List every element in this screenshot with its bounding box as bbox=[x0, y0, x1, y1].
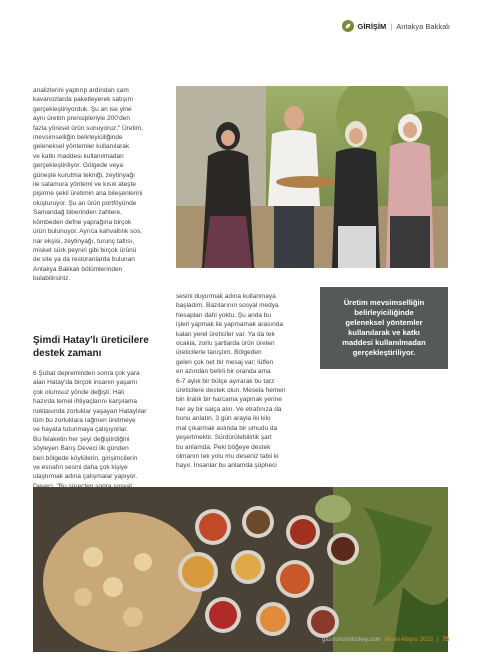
paragraph-earthquake: 6 Şubat depreminden sonra çok yara alan Hatay'da birçok insanın yaşamı çok olumsuz yönde değişti. Hali hazırda temel ihtiyaçlarını karşılama noktasında zorluklar yaşayan Hataylılar tüm bu zorluklara rağmen üretmeye ve hayata tutunmaya çalışıyorlar. Bu felaketin her şeyi değiştirdiğini söyleyen Barış Deveci ilk günden beri bölgede köylülerin, girişimcilerin ve esnafın sesini daha çok kişiye ulaştırmak adına çalışmalar yapıyor. bbox=[33, 370, 147, 481]
article-column-1-bottom bbox=[33, 335, 168, 501]
section-subheading: Şimdi Hatay'lı üreticilere destek zamanı bbox=[33, 335, 149, 359]
paragraph-continuation: sesini duyurmak adına kullanmaya başladım. Bazılarının sosyal medya hesapları dahi yoktu. Şu anda bu işleri yapmak ile yapmamak arasında kalan yerel üreticiler var. Ya da tek ocakla, zorlu şartlarda ürün üreten üreticilerle tanıştım. Bölgeden gelen çok net bir mesaj var; lütfen en azından belirli bir oranda ama 6-7 aylık bir bütçe ayırarak bu tarz üreticilere destek olun. Mesela hemen bin liralık bir harcama yapmak yerine her ay bir salça alın. Ve etrafınıza da bunu anlatın. 3 gün arayla iki kilo mal çıkarmak aslında bir umudu da yeşertmektir. Sürdürülebilirlik şart bu anlamda. Peki böğeye destek olmanın tek yolu mu deseniz tabii ki hayır. İnsanlar bu anlamda şüpheci bbox=[176, 293, 286, 470]
photo-food-spread bbox=[33, 487, 448, 652]
header-separator: | bbox=[390, 21, 393, 31]
footer-site: gastronomiturkey.com bbox=[322, 637, 381, 643]
page-footer bbox=[322, 637, 449, 643]
leaf-badge-icon bbox=[342, 20, 354, 32]
paragraph-intro: analizlerini yaptırıp ardından cam kavanozlarda paketleyerek satışını gerçekleştiriyorduk. Şu an ise yine aynı üretim prensipleriyle 200'den fazla yöresel ürün sunuyoruz." Üretim, mevsimselliğin belirleyiciliğinde geleneksel yöntemler kullanılarak ve katkı maddesi kullanılmadan gerçekleştiriliyor. Gölgede veya güneşte kurutma tekniği, zeytinyağı ile salamura yöntemi ve kısık ateşte pişirme şekil üretimin ana bileşenlerini oluşturuyor. Şu an ürün portföyünde Samandağ biberinden zahtere, kömbeden defne yaprağına birçok ürün bulunuyor. Ayrıca kahvaltılık sos, nar ekşisi, zeytinyağı, turunç tatlısı, misket sürk peyniri gibi birçok ürünü de site ya da restoranlarda bulunan Antakya Bakkalı bölümlerinden bulabilirsiniz. bbox=[33, 87, 143, 283]
page-number: 75 bbox=[442, 637, 450, 643]
section-label: GİRİŞİM bbox=[357, 21, 387, 31]
footer-issue: Nisan-Mayıs 2023 bbox=[384, 637, 433, 643]
pull-quote: Üretim mevsimselliğin belirleyiciliğinde geleneksel yöntemler kullanılarak ve katkı maddesi kullanılmadan gerçekleştiriliyor. bbox=[320, 287, 448, 369]
article-column-1-top bbox=[33, 86, 168, 284]
page-header bbox=[342, 20, 451, 32]
article-column-2 bbox=[176, 292, 312, 471]
photo-producers-group bbox=[176, 86, 448, 268]
subsection-label: Antakya Bakkalı bbox=[396, 21, 450, 31]
footer-separator: | bbox=[436, 637, 439, 643]
